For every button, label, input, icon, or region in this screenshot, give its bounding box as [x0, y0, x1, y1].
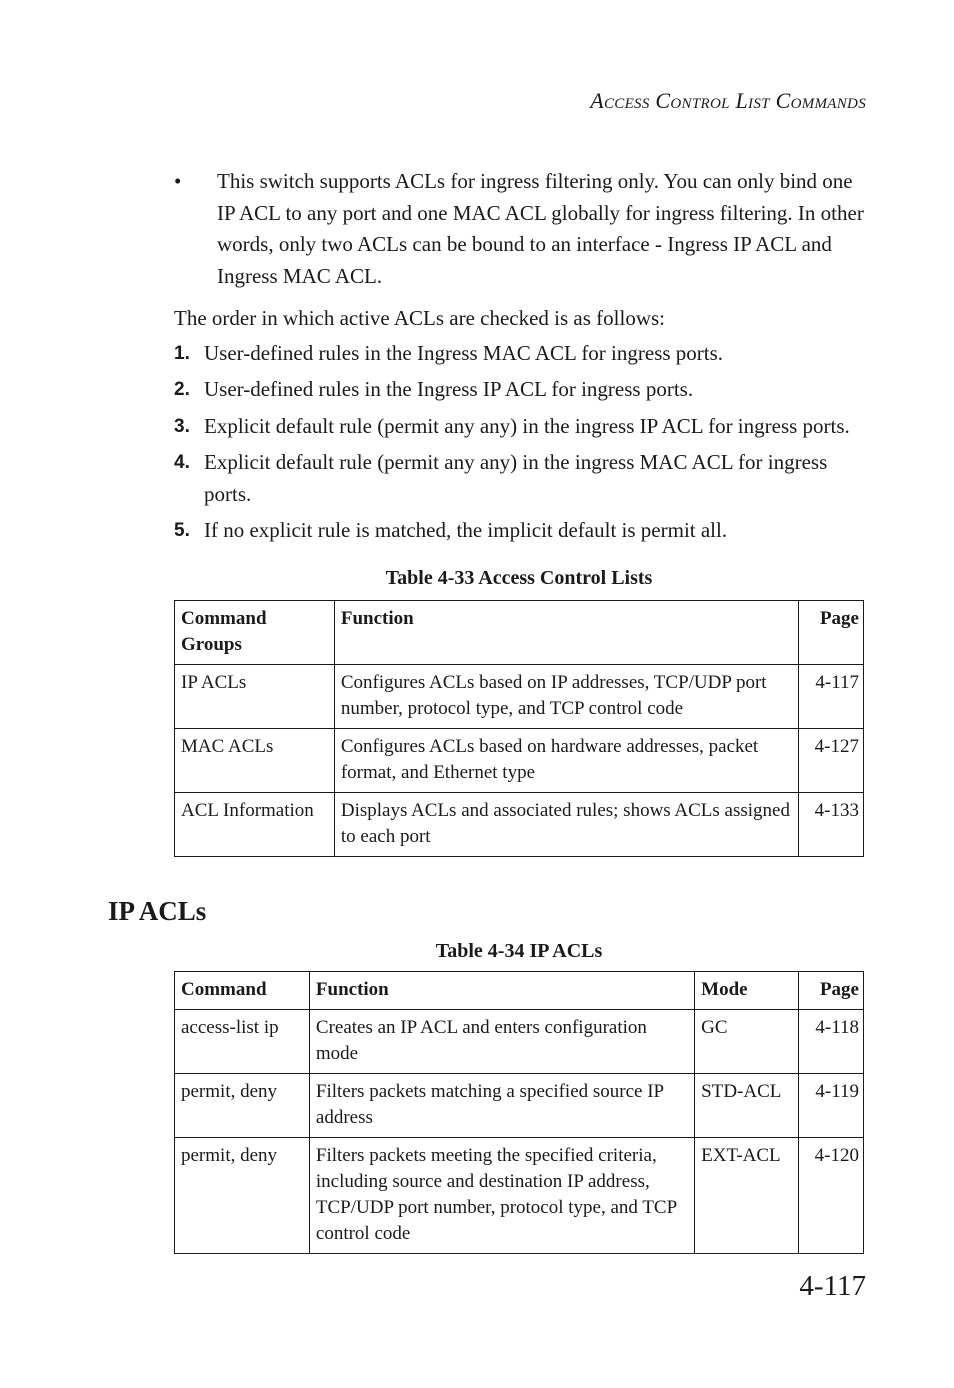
table-caption: Table 4-33 Access Control Lists: [385, 566, 653, 589]
step-number: 2.: [174, 379, 190, 400]
table-cell: 4-117: [799, 665, 864, 729]
section-title: IP ACLs: [108, 896, 207, 926]
list-item: [174, 447, 864, 510]
table-cell: Creates an IP ACL and enters configuration mode: [309, 1010, 694, 1074]
bullet-text: This switch supports ACLs for ingress filtering only. You can only bind one IP ACL to any port and one MAC ACL globally for ingress filtering. In other words, only two ACLs can be bound to an interface - Ingress IP ACL and Ingress MAC ACL.: [217, 169, 864, 288]
body-content: [174, 166, 864, 857]
table-cell: permit, deny: [175, 1074, 310, 1138]
table-cell: Filters packets matching a specified source IP address: [309, 1074, 694, 1138]
table-cell: GC: [695, 1010, 799, 1074]
table-row: [175, 1138, 864, 1254]
step-text: If no explicit rule is matched, the implicit default is permit all.: [204, 518, 728, 542]
table-cell: Displays ACLs and associated rules; shows ACLs assigned to each port: [334, 793, 798, 857]
table-caption: Table 4-34 IP ACLs: [435, 940, 603, 962]
table-cell: Configures ACLs based on hardware addresses, packet format, and Ethernet type: [334, 729, 798, 793]
step-text: User-defined rules in the Ingress IP ACL for ingress ports.: [204, 377, 694, 401]
table-cell: 4-119: [799, 1074, 864, 1138]
list-item: [174, 411, 864, 443]
table-cell: 4-120: [799, 1138, 864, 1254]
column-header: Page: [799, 972, 864, 1010]
table-cell: 4-118: [799, 1010, 864, 1074]
table-cell: ACL Information: [175, 793, 335, 857]
column-header: Page: [799, 601, 864, 665]
table-cell: Filters packets meeting the specified criteria, including source and destination IP address, TCP/UDP port number, protocol type, and TCP control code: [309, 1138, 694, 1254]
column-header: Function: [334, 601, 798, 665]
column-header: Mode: [695, 972, 799, 1010]
step-number: 3.: [174, 415, 190, 437]
table-cell: STD-ACL: [695, 1074, 799, 1138]
page-number: 4-117: [799, 1270, 866, 1302]
table-header-row: [175, 972, 864, 1010]
step-number: 1.: [174, 342, 190, 364]
step-list: [174, 338, 864, 547]
table-header-row: [175, 601, 864, 665]
table-cell: 4-133: [799, 793, 864, 857]
ip-acls-table: [174, 971, 864, 1254]
column-header: Command: [175, 972, 310, 1010]
table-cell: Configures ACLs based on IP addresses, TCP/UDP port number, protocol type, and TCP control code: [334, 665, 798, 729]
step-text: User-defined rules in the Ingress MAC ACL for ingress ports.: [204, 340, 724, 365]
step-text: Explicit default rule (permit any any) in the ingress MAC ACL for ingress ports.: [204, 450, 828, 506]
table-row: [175, 1074, 864, 1138]
list-item: [174, 338, 864, 370]
column-header: Function: [309, 972, 694, 1010]
list-item: [174, 374, 864, 406]
list-item: [174, 515, 864, 547]
table-cell: access-list ip: [175, 1010, 310, 1074]
access-control-lists-table: [174, 600, 864, 857]
step-number: 4.: [174, 452, 190, 473]
table-row: [175, 793, 864, 857]
table-row: [175, 665, 864, 729]
table-cell: EXT-ACL: [695, 1138, 799, 1254]
table-row: [175, 1010, 864, 1074]
step-text: Explicit default rule (permit any any) in the ingress IP ACL for ingress ports.: [204, 413, 850, 438]
table-cell: 4-127: [799, 729, 864, 793]
table-cell: IP ACLs: [175, 665, 335, 729]
table-cell: permit, deny: [175, 1138, 310, 1254]
bullet-dot-icon: •: [174, 169, 182, 193]
intro-text: The order in which active ACLs are checked is as follows:: [174, 306, 666, 330]
column-header: Command Groups: [175, 601, 335, 665]
running-header: Access Control List Commands: [590, 88, 866, 113]
step-number: 5.: [174, 520, 190, 541]
table-row: [175, 729, 864, 793]
ip-acls-block: [174, 940, 864, 1254]
bullet-item: [174, 166, 864, 292]
table-cell: MAC ACLs: [175, 729, 335, 793]
